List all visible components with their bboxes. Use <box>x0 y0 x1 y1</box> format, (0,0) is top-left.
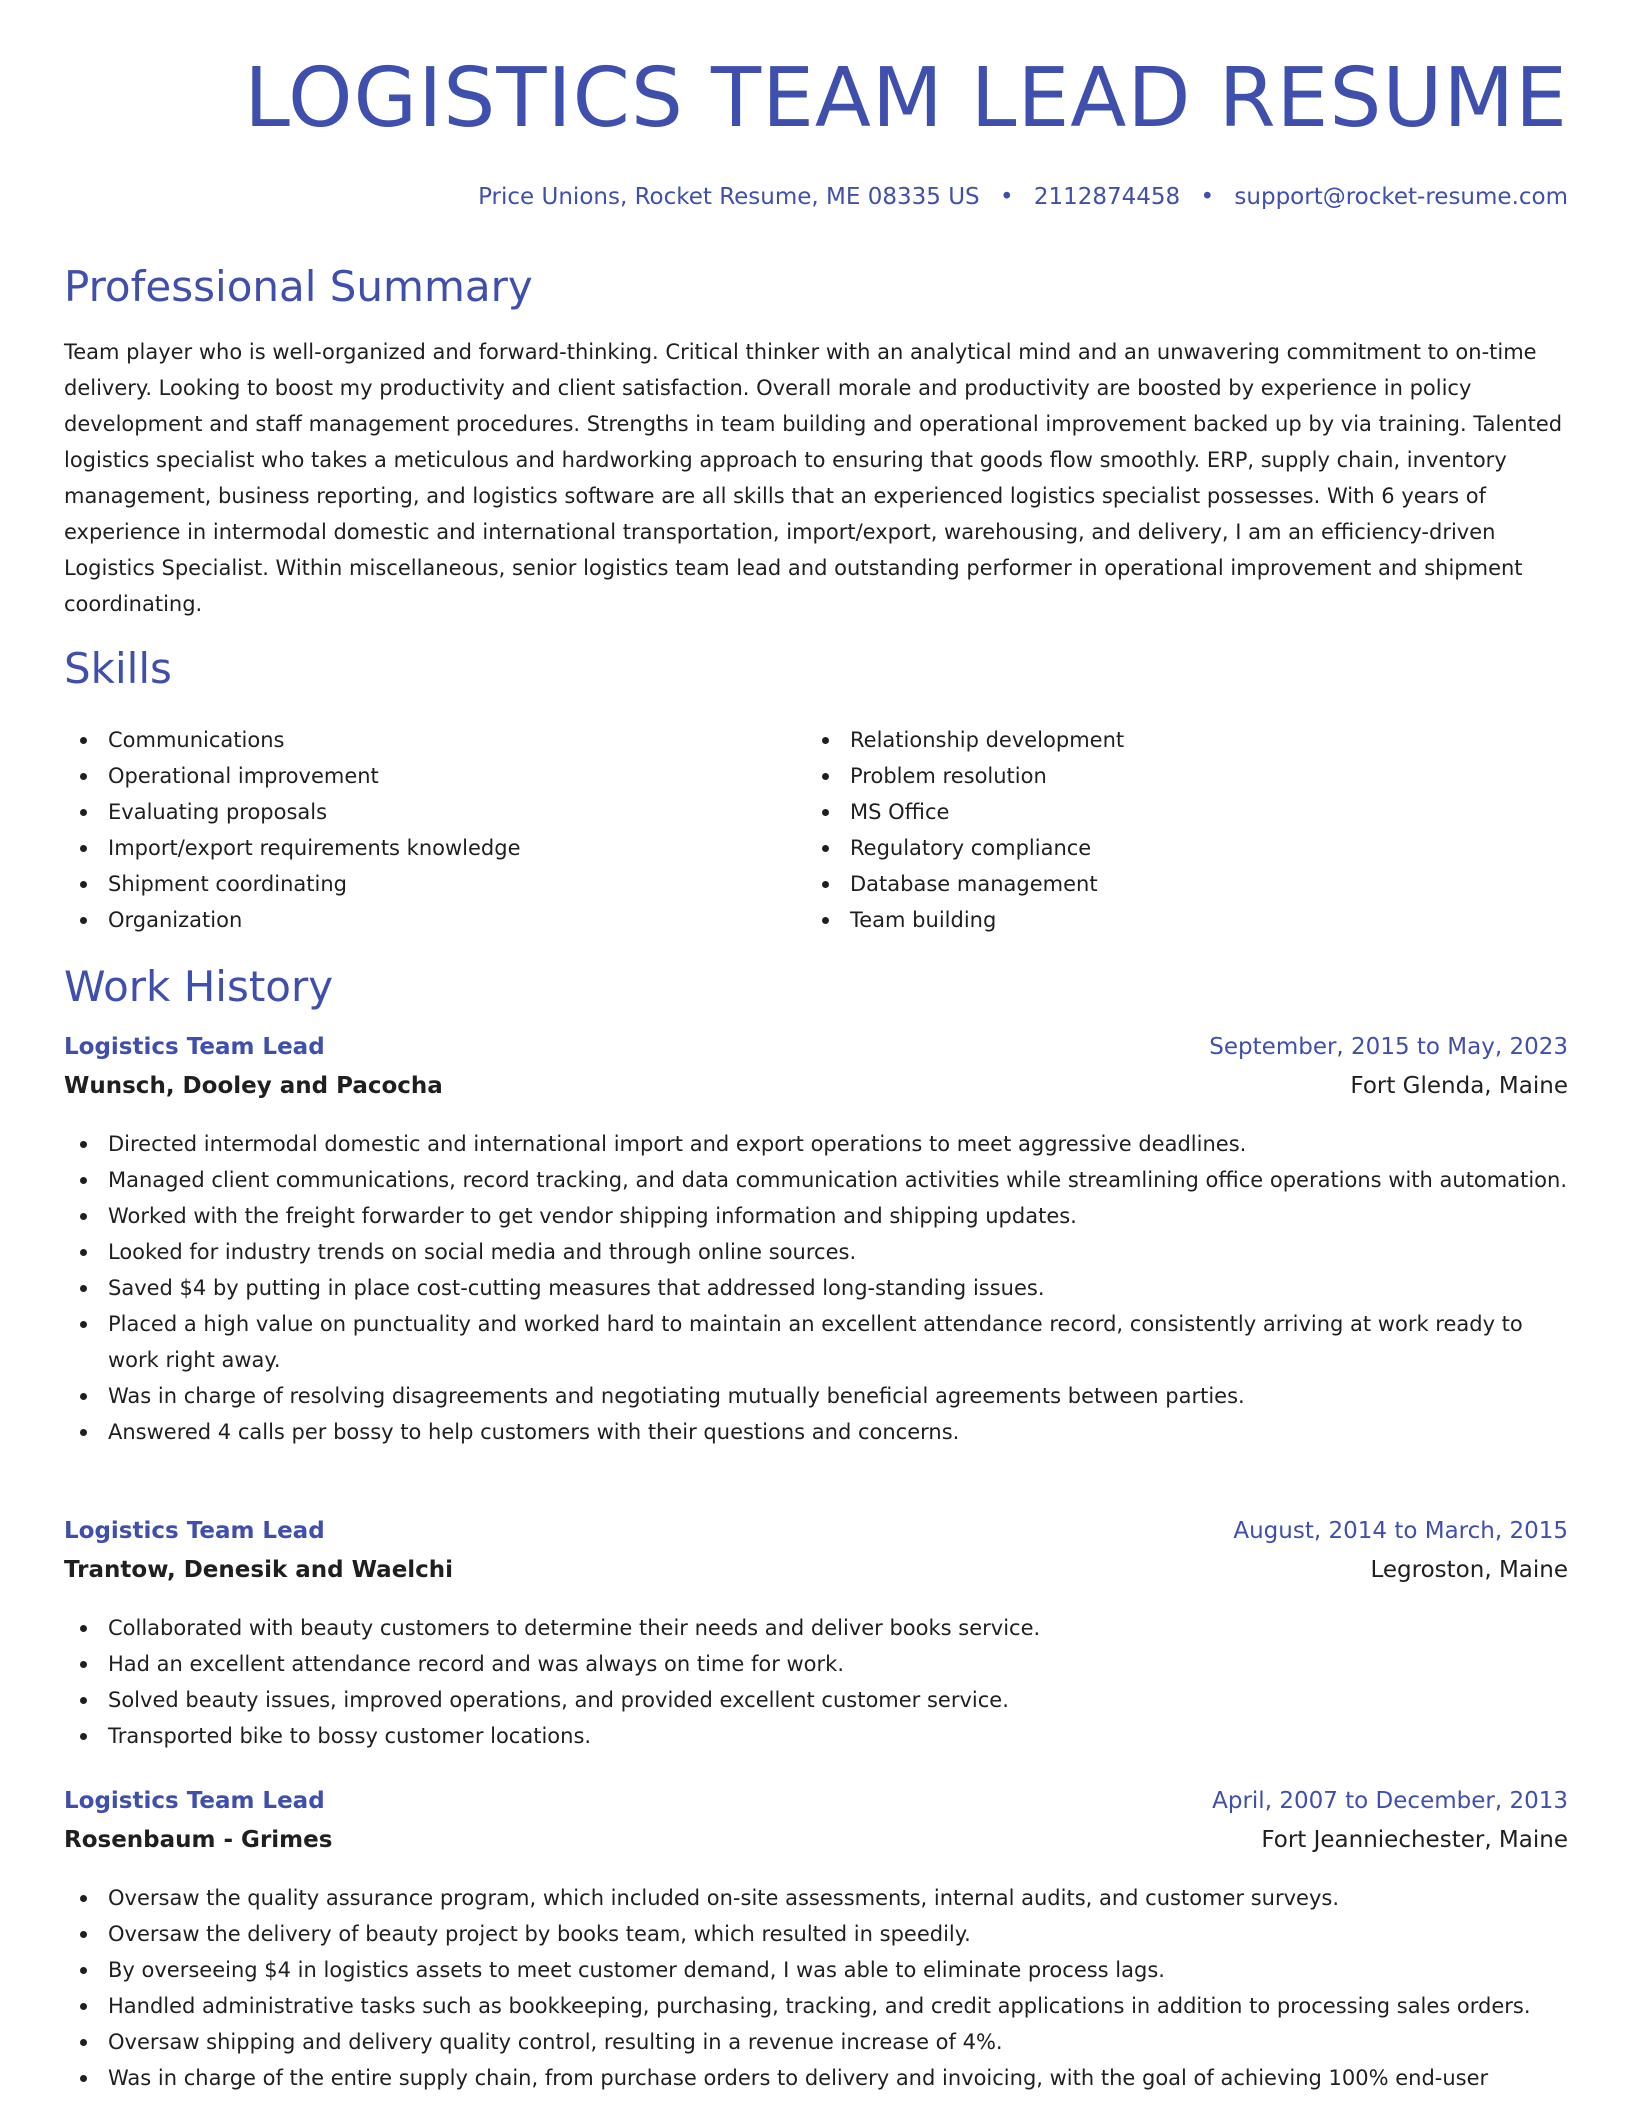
job-location: Fort Jeanniechester, Maine <box>1261 1827 1568 1853</box>
job-bullet: Was in charge of resolving disagreements and negotiating mutually beneficial agreements between parties. <box>64 1378 1568 1414</box>
skill-item: Regulatory compliance <box>806 830 1506 866</box>
contact-separator: • <box>1200 184 1215 210</box>
skill-item: Team building <box>806 902 1506 938</box>
job-bullet: Solved beauty issues, improved operations, and provided excellent customer service. <box>64 1682 1568 1718</box>
job-location: Legroston, Maine <box>1370 1557 1568 1583</box>
contact-address: Price Unions, Rocket Resume, ME 08335 US <box>478 184 980 210</box>
job-title: Logistics Team Lead <box>64 1518 325 1544</box>
resume-title: LOGISTICS TEAM LEAD RESUME <box>244 51 1568 146</box>
job-bullet: Answered 4 calls per bossy to help customers with their questions and concerns. <box>64 1414 1568 1450</box>
skill-item: Communications <box>64 722 764 758</box>
skill-item: Evaluating proposals <box>64 794 764 830</box>
job-company: Trantow, Denesik and Waelchi <box>64 1557 454 1583</box>
job-bullet: Transported bike to bossy customer locations. <box>64 1718 1568 1754</box>
skill-item: Import/export requirements knowledge <box>64 830 764 866</box>
contact-line <box>478 184 1568 210</box>
job-bullet: Handled administrative tasks such as bookkeeping, purchasing, tracking, and credit applications in addition to processing sales orders. <box>64 1988 1568 2024</box>
contact-email: support@rocket-resume.com <box>1234 184 1568 210</box>
job-bullet: Managed client communications, record tracking, and data communication activities while streamlining office operations with automation. <box>64 1162 1568 1198</box>
job-dates: April, 2007 to December, 2013 <box>1212 1788 1568 1814</box>
job-bullet: Saved $4 by putting in place cost-cutting measures that addressed long-standing issues. <box>64 1270 1568 1306</box>
job-dates: August, 2014 to March, 2015 <box>1233 1518 1568 1544</box>
contact-phone: 2112874458 <box>1033 184 1181 210</box>
job-bullets <box>64 1126 1568 1450</box>
job-bullet: Oversaw the quality assurance program, which included on-site assessments, internal audits, and customer surveys. <box>64 1880 1568 1916</box>
job-company: Rosenbaum - Grimes <box>64 1827 333 1853</box>
job-bullet: By overseeing $4 in logistics assets to meet customer demand, I was able to eliminate process lags. <box>64 1952 1568 1988</box>
job-title: Logistics Team Lead <box>64 1034 325 1060</box>
skill-item: Shipment coordinating <box>64 866 764 902</box>
section-title-summary: Professional Summary <box>64 262 533 311</box>
skill-item: Database management <box>806 866 1506 902</box>
job-bullet: Placed a high value on punctuality and worked hard to maintain an excellent attendance record, consistently arriving at work ready to work right away. <box>64 1306 1568 1378</box>
job-bullet: Looked for industry trends on social media and through online sources. <box>64 1234 1568 1270</box>
job-bullet: Worked with the freight forwarder to get vendor shipping information and shipping updates. <box>64 1198 1568 1234</box>
summary-text: Team player who is well-organized and forward-thinking. Critical thinker with an analytical mind and an unwavering commitment to on-time delivery. Looking to boost my productivity and client satisfaction. Overall morale and productivity are boosted by experience in policy development and staff management procedures. Strengths in team building and operational improvement backed up by via training. Talented logistics specialist who takes a meticulous and hardworking approach to ensuring that goods flow smoothly. ERP, supply chain, inventory management, business reporting, and logistics software are all skills that an experienced logistics specialist possesses. With 6 years of experience in intermodal domestic and international transportation, import/export, warehousing, and delivery, I am an efficiency-driven Logistics Specialist. Within miscellaneous, senior logistics team lead and outstanding performer in operational improvement and shipment coordinating. <box>64 340 1563 616</box>
skill-item: Relationship development <box>806 722 1506 758</box>
job-location: Fort Glenda, Maine <box>1350 1073 1568 1099</box>
job-title: Logistics Team Lead <box>64 1788 325 1814</box>
contact-separator: • <box>999 184 1014 210</box>
skill-item: Problem resolution <box>806 758 1506 794</box>
job-bullet: Oversaw the delivery of beauty project by books team, which resulted in speedily. <box>64 1916 1568 1952</box>
job-bullet: Collaborated with beauty customers to determine their needs and deliver books service. <box>64 1610 1568 1646</box>
job-bullet: Had an excellent attendance record and was always on time for work. <box>64 1646 1568 1682</box>
job-bullet: Oversaw shipping and delivery quality control, resulting in a revenue increase of 4%. <box>64 2024 1568 2060</box>
skills-column-right <box>806 722 1506 938</box>
skill-item: Operational improvement <box>64 758 764 794</box>
job-bullets <box>64 1880 1568 2096</box>
skill-item: MS Office <box>806 794 1506 830</box>
job-company: Wunsch, Dooley and Pacocha <box>64 1073 443 1099</box>
section-title-skills: Skills <box>64 644 172 693</box>
job-bullet: Was in charge of the entire supply chain, from purchase orders to delivery and invoicing, with the goal of achieving 100% end-user <box>64 2060 1568 2096</box>
job-bullet: Directed intermodal domestic and international import and export operations to meet aggressive deadlines. <box>64 1126 1568 1162</box>
section-title-work-history: Work History <box>64 962 334 1011</box>
job-dates: September, 2015 to May, 2023 <box>1209 1034 1568 1060</box>
job-bullets <box>64 1610 1568 1754</box>
skill-item: Organization <box>64 902 764 938</box>
skills-column-left <box>64 722 764 938</box>
